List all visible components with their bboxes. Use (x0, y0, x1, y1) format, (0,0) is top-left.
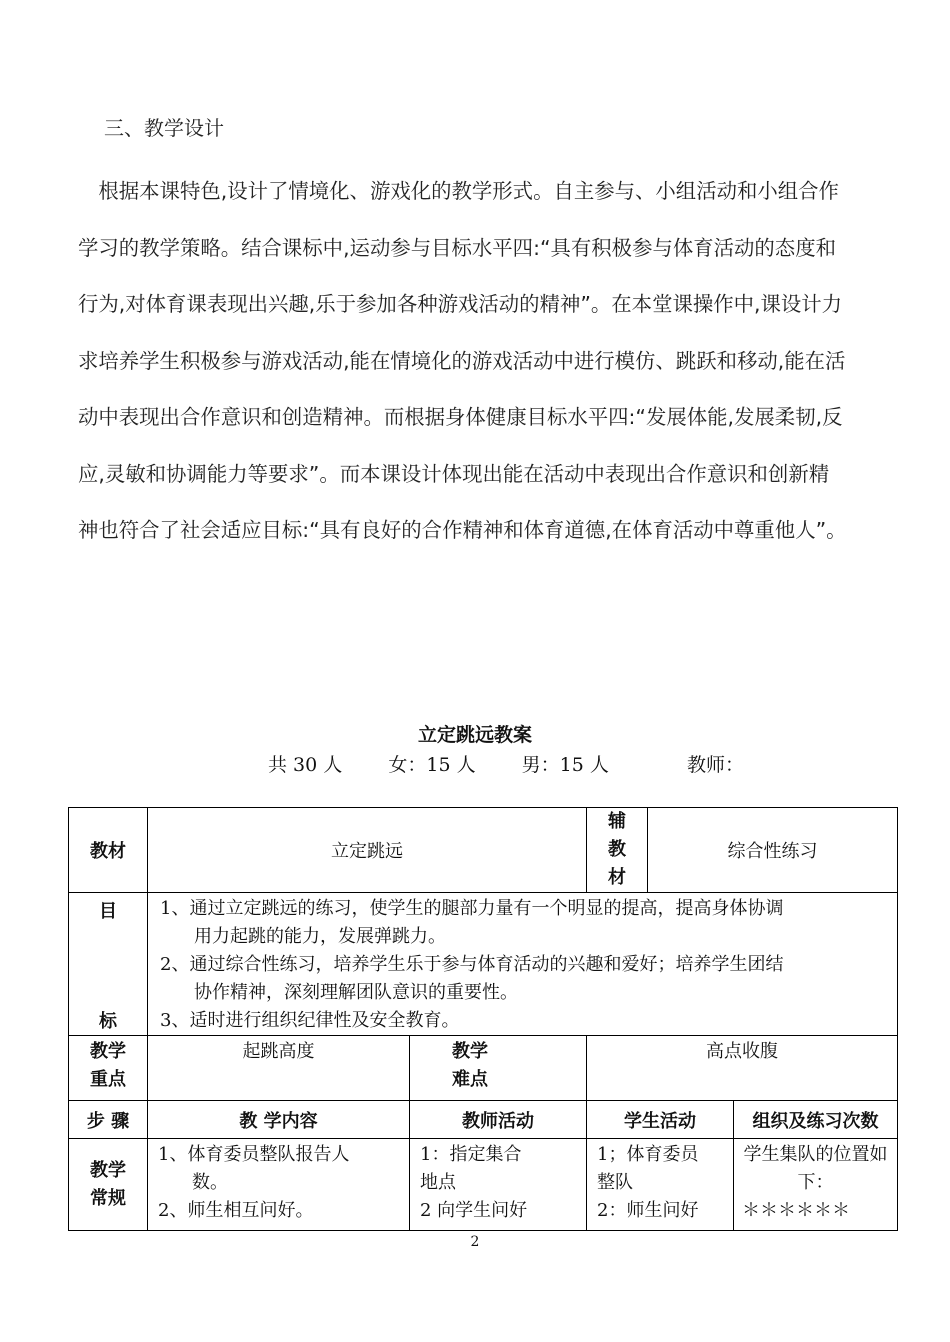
total-count: 共 30 人 (268, 754, 343, 776)
goal-label-bottom: 标 (99, 1011, 117, 1032)
difficulty-value: 高点收腹 (587, 1036, 898, 1101)
student-line: 1；体育委员 (597, 1144, 699, 1165)
diff-label-line: 难点 (452, 1069, 488, 1090)
header-teacher: 教师活动 (410, 1101, 587, 1139)
teacher-line: 2 向学生问好 (420, 1200, 528, 1221)
paragraph-line: 动中表现出合作意识和创造精神。而根据身体健康目标水平四:“发展体能,发展柔韧,反 (78, 405, 843, 429)
goal-item: 1、通过立定跳远的练习，使学生的腿部力量有一个明显的提高，提高身体协调 (160, 898, 784, 919)
paragraph-line: 神也符合了社会适应目标:“具有良好的合作精神和体育道德,在体育活动中尊重他人”。 (78, 518, 847, 542)
material-label: 教材 (69, 808, 148, 893)
routine-row (69, 1139, 898, 1231)
step-label-line: 教学 (90, 1159, 126, 1181)
student-activity (587, 1139, 734, 1231)
goal-item-cont: 协作精神，深刻理解团队意识的重要性。 (194, 982, 518, 1003)
step-label-line: 常规 (90, 1187, 126, 1209)
aux-material-value: 综合性练习 (648, 808, 898, 893)
header-organization: 组织及练习次数 (734, 1101, 898, 1139)
formation-stars: ＊＊＊＊＊＊ (742, 1200, 850, 1221)
key-label-line: 重点 (90, 1069, 126, 1090)
paragraph-line: 行为,对体育课表现出兴趣,乐于参加各种游戏活动的精神”。在本堂课操作中,课设计力 (78, 292, 843, 316)
paragraph-line: 学习的教学策略。结合课标中,运动参与目标水平四:“具有积极参与体育活动的态度和 (78, 235, 836, 260)
lesson-meta (268, 750, 744, 777)
goal-label-top: 目 (99, 901, 117, 922)
material-row (69, 808, 898, 893)
content-line: 1、体育委员整队报告人 (158, 1144, 350, 1165)
organization (734, 1139, 898, 1231)
material-value: 立定跳远 (148, 808, 587, 893)
goal-item-cont: 用力起跳的能力，发展弹跳力。 (194, 926, 446, 947)
key-point-label (69, 1036, 148, 1101)
aux-label-char: 教 (608, 839, 626, 860)
teacher-activity (410, 1139, 587, 1231)
lesson-title: 立定跳远教案 (417, 724, 532, 746)
female-count: 女：15 人 (388, 754, 476, 776)
teacher-line: 1：指定集合 (420, 1144, 522, 1165)
goal-item: 3、适时进行组织纪律性及安全教育。 (160, 1010, 460, 1031)
design-paragraph (78, 163, 900, 559)
diff-label-line: 教学 (452, 1041, 488, 1062)
goal-label (69, 893, 148, 1036)
content-line: 数。 (192, 1172, 228, 1193)
student-line: 整队 (597, 1172, 633, 1193)
aux-label-char: 材 (608, 867, 626, 888)
key-label-line: 教学 (90, 1041, 126, 1062)
paragraph-line: 求培养学生积极参与游戏活动,能在情境化的游戏活动中进行模仿、跳跃和移动,能在活 (78, 348, 846, 373)
student-line: 2：师生问好 (597, 1200, 699, 1221)
key-difficulty-row (69, 1036, 898, 1101)
org-line: 学生集队的位置如 (743, 1144, 888, 1165)
page-number: 2 (470, 1234, 480, 1250)
aux-material-label (587, 808, 648, 893)
aux-label-char: 辅 (608, 811, 626, 832)
header-content: 教 学内容 (148, 1101, 410, 1139)
lesson-plan-table (68, 807, 898, 1231)
section-heading: 三、教学设计 (104, 116, 224, 140)
goal-content (148, 893, 898, 1036)
goal-item: 2、通过综合性练习，培养学生乐于参与体育活动的兴趣和爱好；培养学生团结 (160, 954, 784, 975)
routine-content (148, 1139, 410, 1231)
goal-row (69, 893, 898, 1036)
key-point-value: 起跳高度 (148, 1036, 410, 1101)
header-row (69, 1101, 898, 1139)
step-routine-label (69, 1139, 148, 1231)
paragraph-line: 根据本课特色,设计了情境化、游戏化的教学形式。自主参与、小组活动和小组合作 (78, 179, 839, 203)
content-line: 2、师生相互问好。 (158, 1200, 314, 1221)
header-step: 步 骤 (69, 1101, 148, 1139)
org-line: 下： (797, 1172, 834, 1193)
male-count: 男：15 人 (521, 754, 609, 776)
paragraph-line: 应,灵敏和协调能力等要求”。而本课设计体现出能在活动中表现出合作意识和创新精 (78, 461, 830, 486)
header-student: 学生活动 (587, 1101, 734, 1139)
difficulty-label (410, 1036, 587, 1101)
teacher-field: 教师： (686, 754, 744, 776)
teacher-line: 地点 (420, 1172, 456, 1193)
